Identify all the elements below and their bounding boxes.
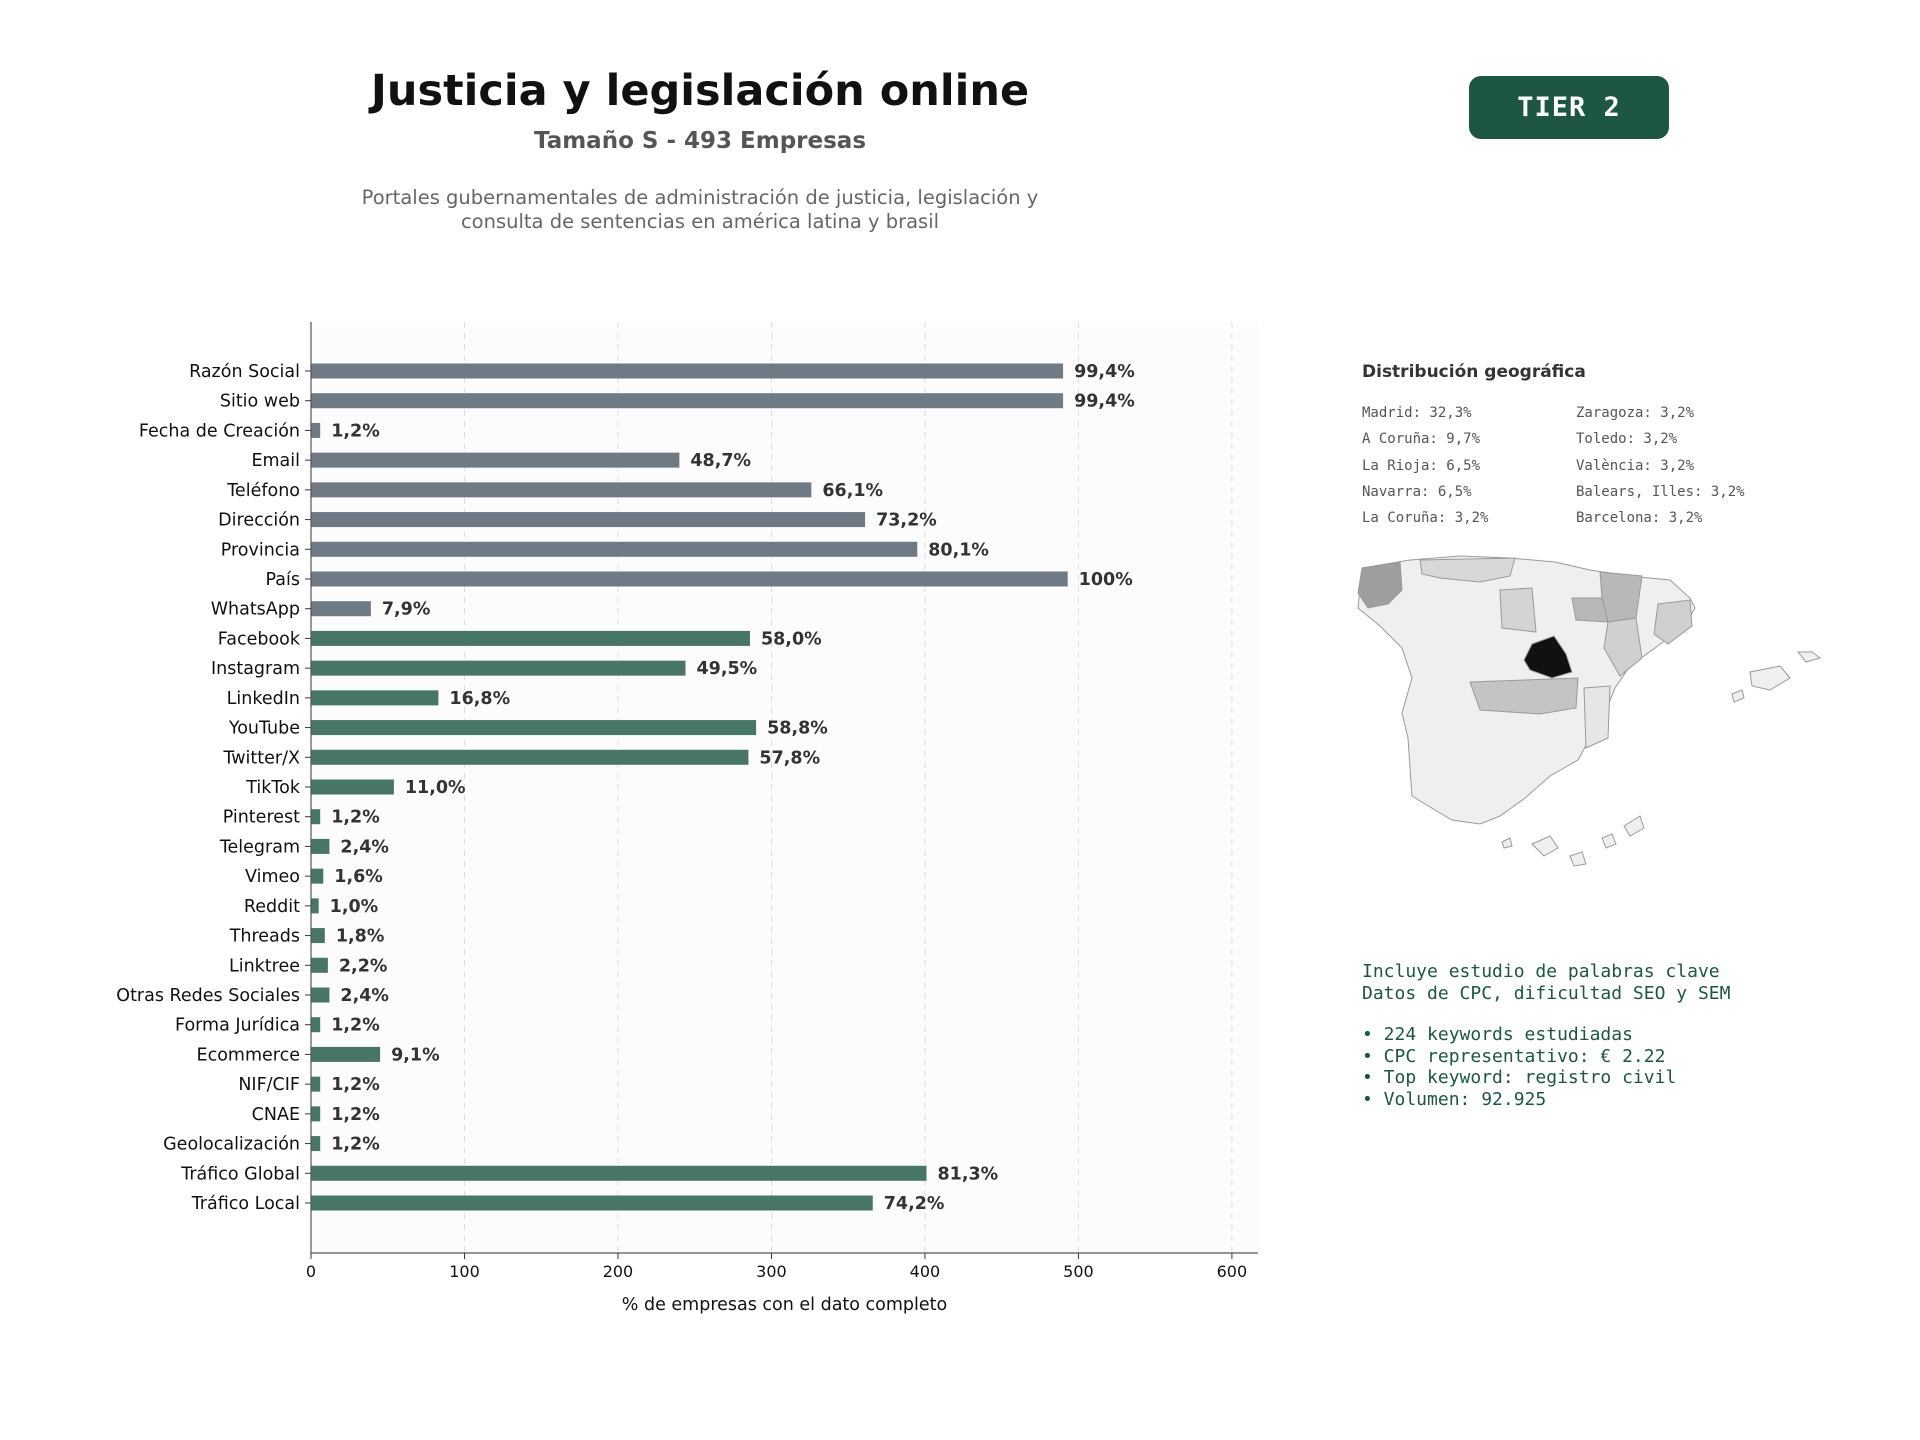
category-label: Otras Redes Sociales: [116, 986, 300, 1006]
map-region-castilla: [1500, 588, 1536, 632]
geo-item: Navarra: 6,5%: [1362, 483, 1472, 500]
category-label: Email: [251, 451, 300, 472]
map-balearic-mallorca: [1750, 666, 1790, 690]
bar: [311, 1196, 873, 1211]
category-label: CNAE: [251, 1104, 300, 1125]
map-canary-3: [1602, 834, 1616, 848]
info-line-1: Incluye estudio de palabras clave: [1362, 961, 1720, 982]
bar: [311, 1166, 926, 1181]
data-label: 99,4%: [1074, 391, 1135, 412]
data-label: 1,2%: [331, 807, 380, 828]
info-bullet: • CPC representativo: € 2.22: [1362, 1045, 1666, 1067]
bar: [311, 1077, 320, 1092]
data-label: 7,9%: [381, 599, 431, 620]
category-label: País: [265, 570, 300, 590]
map-region-larioja: [1572, 598, 1608, 622]
geo-list-right: [1576, 400, 1745, 531]
x-tick-label: 500: [1063, 1262, 1094, 1281]
data-label: 1,2%: [331, 421, 380, 442]
category-label: Tráfico Local: [191, 1194, 300, 1214]
bar: [311, 542, 917, 557]
geo-item: Barcelona: 3,2%: [1576, 510, 1703, 527]
geo-item: València: 3,2%: [1576, 457, 1695, 474]
data-label: 80,1%: [928, 540, 989, 561]
keyword-info: [1362, 961, 1730, 1110]
category-label: Razón Social: [189, 362, 300, 382]
bar: [311, 720, 756, 735]
info-bullet: • Volumen: 92.925: [1362, 1088, 1547, 1110]
x-tick-label: 100: [449, 1262, 480, 1281]
data-label: 99,4%: [1074, 362, 1135, 382]
data-label: 58,8%: [767, 718, 828, 739]
bar: [311, 1136, 320, 1151]
bar: [311, 988, 329, 1003]
data-label: 11,0%: [404, 778, 466, 798]
bar: [311, 1017, 320, 1032]
category-label: Geolocalización: [163, 1134, 300, 1155]
category-label: Threads: [229, 926, 300, 947]
data-label: 48,7%: [690, 451, 752, 472]
bar: [311, 780, 394, 795]
category-label: Fecha de Creación: [138, 421, 300, 442]
bar: [311, 750, 748, 765]
x-tick-label: 600: [1216, 1262, 1248, 1281]
map-balearic-menorca: [1798, 652, 1820, 662]
map-canary-4: [1624, 816, 1644, 836]
geo-title: Distribución geográfica: [1362, 362, 1586, 382]
bar: [311, 809, 320, 824]
data-label: 81,3%: [937, 1164, 999, 1185]
info-bullet: • Top keyword: registro civil: [1362, 1067, 1677, 1088]
data-label: 1,2%: [331, 1134, 380, 1155]
data-label: 16,8%: [449, 688, 511, 709]
bar: [311, 423, 320, 438]
data-label: 1,2%: [331, 1075, 380, 1096]
category-label: Facebook: [217, 629, 300, 650]
map-balearic-ibiza: [1732, 690, 1744, 702]
bar: [311, 869, 323, 884]
map-canary-5: [1502, 838, 1512, 848]
bar: [311, 928, 325, 943]
page-title: Justicia y legislación online: [370, 66, 1030, 116]
data-label: 1,6%: [334, 867, 383, 888]
category-label: LinkedIn: [226, 688, 300, 709]
map-region-toledo: [1470, 678, 1578, 714]
bar: [311, 482, 811, 497]
geo-item: La Rioja: 6,5%: [1362, 457, 1481, 474]
x-tick-label: 300: [756, 1262, 787, 1281]
bar: [311, 364, 1063, 379]
bar: [311, 661, 686, 676]
category-label: Forma Jurídica: [175, 1015, 300, 1036]
category-label: WhatsApp: [210, 599, 300, 620]
spain-map: [1340, 548, 1860, 908]
category-label: Sitio web: [219, 391, 300, 412]
data-label: 49,5%: [696, 659, 758, 680]
geo-list-left: [1362, 400, 1488, 531]
page-subtitle: Tamaño S - 493 Empresas: [533, 128, 867, 154]
bar: [311, 572, 1068, 587]
tier-badge: TIER 2: [1469, 76, 1669, 139]
map-canary-2: [1570, 852, 1586, 866]
category-label: Twitter/X: [223, 748, 300, 769]
data-label: 1,0%: [329, 896, 379, 917]
bar: [311, 631, 750, 646]
x-tick-label: 0: [305, 1262, 317, 1281]
geo-item: A Coruña: 9,7%: [1362, 431, 1481, 448]
description-line-1: Portales gubernamentales de administración de justicia, legislación y: [361, 186, 1039, 209]
x-axis-label: % de empresas con el dato completo: [621, 1295, 948, 1315]
bar: [311, 512, 865, 527]
category-label: Linktree: [228, 956, 300, 977]
bar: [311, 690, 438, 705]
map-region-barcelona: [1654, 600, 1692, 644]
category-label: YouTube: [228, 718, 300, 739]
bar: [311, 958, 328, 973]
data-label: 100%: [1078, 570, 1133, 590]
bar: [311, 898, 319, 913]
category-label: Provincia: [220, 540, 300, 561]
data-label: 1,2%: [331, 1015, 380, 1036]
map-region-valencia: [1584, 686, 1610, 748]
category-label: Vimeo: [245, 867, 300, 888]
data-label: 2,2%: [338, 956, 388, 977]
info-line-2: Datos de CPC, dificultad SEO y SEM: [1362, 982, 1731, 1004]
bar: [311, 1047, 380, 1062]
x-tick-label: 200: [602, 1262, 634, 1281]
category-label: Pinterest: [222, 807, 300, 828]
geo-item: Zaragoza: 3,2%: [1576, 405, 1695, 421]
data-label: 9,1%: [391, 1045, 440, 1066]
category-label: Dirección: [218, 510, 300, 531]
data-label: 2,4%: [340, 837, 389, 858]
category-label: Reddit: [243, 896, 300, 917]
category-label: Ecommerce: [196, 1045, 300, 1066]
bar: [311, 393, 1063, 408]
category-label: Tráfico Global: [181, 1164, 300, 1185]
geo-item: Madrid: 32,3%: [1362, 405, 1472, 421]
bar: [311, 1106, 320, 1121]
category-label: NIF/CIF: [238, 1075, 300, 1096]
category-label: Teléfono: [227, 480, 300, 501]
map-canary-1: [1532, 836, 1558, 856]
data-label: 66,1%: [822, 480, 884, 501]
data-label: 74,2%: [883, 1194, 945, 1214]
data-label: 73,2%: [876, 510, 937, 531]
data-label: 2,4%: [340, 986, 389, 1006]
x-tick-label: 400: [909, 1262, 941, 1281]
info-bullet: • 224 keywords estudiadas: [1362, 1024, 1633, 1045]
bar: [311, 601, 371, 616]
description-line-2: consulta de sentencias en américa latina y brasil: [460, 210, 940, 233]
bar: [311, 839, 329, 854]
data-label: 58,0%: [760, 629, 822, 650]
category-label: TikTok: [246, 778, 300, 798]
geo-item: La Coruña: 3,2%: [1362, 510, 1489, 527]
category-label: Instagram: [210, 659, 300, 680]
data-label: 57,8%: [759, 748, 821, 769]
bar: [311, 453, 679, 468]
geo-item: Balears, Illes: 3,2%: [1576, 483, 1745, 500]
category-label: Telegram: [219, 837, 300, 858]
data-label: 1,8%: [335, 926, 385, 947]
geo-item: Toledo: 3,2%: [1576, 431, 1678, 448]
data-label: 1,2%: [331, 1104, 380, 1125]
